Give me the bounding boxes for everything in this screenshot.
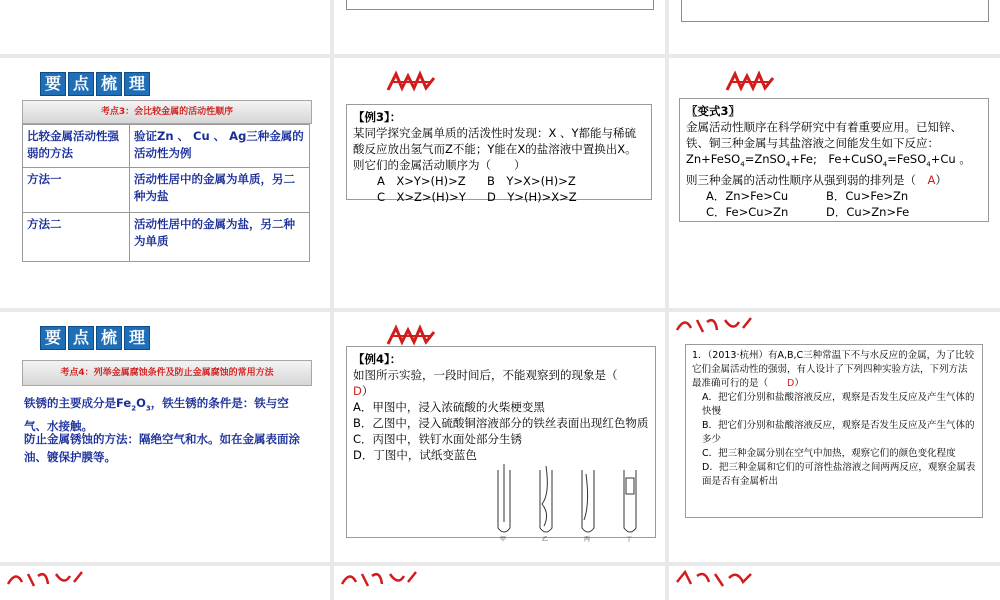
slide-exam-question xyxy=(669,312,1000,562)
subscript: 3 xyxy=(145,404,151,413)
example-label: 【例4】： xyxy=(353,352,402,366)
classroom-test-logo-icon xyxy=(673,568,755,590)
decorative-logo-icon xyxy=(725,70,775,92)
subscript: 4 xyxy=(785,160,791,169)
equation-text xyxy=(686,151,982,188)
option-b: B．Cu>Fe>Zn xyxy=(826,189,909,204)
options-row xyxy=(686,204,982,220)
question-text: 金属活动性顺序在科学研究中有着重要应用。已知锌、铁、铜三种金属与其盐溶液之间能发生如下反应： xyxy=(686,120,962,150)
decorative-logo-icon xyxy=(386,70,436,92)
options-row xyxy=(353,173,645,189)
question-box xyxy=(679,98,989,222)
slide-top-right xyxy=(669,0,1000,54)
slide-bottom-left xyxy=(0,566,330,600)
subscript: 2 xyxy=(131,404,137,413)
question-box xyxy=(346,104,652,204)
slide-bottom-middle xyxy=(334,566,665,600)
key-points-heading xyxy=(40,72,150,96)
table-cell: 验证Zn 、 Cu 、 Ag三种金属的活动性为例 xyxy=(130,125,310,168)
option-a: A．把它们分别和盐酸溶液反应，观察是否发生反应及产生气体的快慢 xyxy=(702,392,975,417)
table-cell: 方法二 xyxy=(23,213,130,262)
figure-label-ding: 丁 xyxy=(626,536,633,542)
heading-badge: 理 xyxy=(124,72,150,96)
option-d: D．把三种金属和它们的可溶性盐溶液之间两两反应，观察金属表面是否有金属析出 xyxy=(702,462,976,487)
option-d: D．丁图中，试纸变蓝色 xyxy=(353,448,477,462)
equation-part: +Cu 。则三种金属的活动性顺序从强到弱的排列是（ xyxy=(686,152,971,188)
option-c: C．Fe>Cu>Zn xyxy=(706,205,789,220)
heading-badge: 理 xyxy=(124,326,150,350)
question-text xyxy=(692,349,976,391)
option-a: A．甲图中，浸入浓硫酸的火柴梗变黑 xyxy=(353,400,545,414)
decorative-logo-icon xyxy=(386,324,436,346)
example-label: 【例3】： xyxy=(353,110,402,124)
table-cell: 活动性居中的金属为单质，另二种为盐 xyxy=(130,168,310,213)
variant-label: 〖变式3〗 xyxy=(686,104,741,118)
heading-badge: 梳 xyxy=(96,326,122,350)
slide-example-4 xyxy=(334,312,665,562)
content-frame xyxy=(346,0,654,10)
heading-badge: 要 xyxy=(40,326,66,350)
option-a: A．Zn>Fe>Cu xyxy=(706,189,789,204)
option-c: C．把三种金属分别在空气中加热，观察它们的颜色变化程度 xyxy=(702,448,956,459)
slide-key-point-3 xyxy=(0,58,330,308)
table-row xyxy=(23,168,310,213)
slide-top-left xyxy=(0,0,330,54)
equation-part: Zn+FeSO xyxy=(686,152,741,166)
text-part: ） xyxy=(361,384,374,398)
table-row xyxy=(23,125,310,168)
option-c: C．丙图中，铁钉水面处部分生锈 xyxy=(353,432,523,446)
answer-mark: A xyxy=(927,173,936,188)
slide-example-3 xyxy=(334,58,665,308)
question-text xyxy=(353,367,649,399)
figure-label-yi: 乙 xyxy=(542,536,549,542)
options-row xyxy=(353,189,645,205)
equation-part: ） xyxy=(935,173,947,188)
option-d: D Y>(H)>X>Z xyxy=(487,190,577,204)
slide-variant-3 xyxy=(669,58,1000,308)
subscript: 4 xyxy=(926,160,931,169)
subscript: 4 xyxy=(740,160,745,169)
rust-prevention-text: 防止金属锈蚀的方法：隔绝空气和水。如在金属表面涂油、镀保护膜等。 xyxy=(24,432,300,464)
key-points-heading xyxy=(40,326,150,350)
figure-label-bing: 丙 xyxy=(584,536,591,542)
exam-section-logo-icon xyxy=(4,568,86,590)
equation-part: =FeSO xyxy=(887,152,927,166)
option-b: B Y>X>(H)>Z xyxy=(487,174,576,188)
option-c: C X>Z>(H)>Y xyxy=(377,190,466,204)
question-box xyxy=(685,344,983,518)
heading-badge: 点 xyxy=(68,72,94,96)
table-cell: 活动性居中的金属为盐，另二种为单质 xyxy=(130,213,310,262)
option-a: A X>Y>(H)>Z xyxy=(377,174,466,188)
figure-label-jia: 甲 xyxy=(500,536,507,542)
slide-bottom-right xyxy=(669,566,1000,600)
topic-title: 考点3：会比较金属的活动性顺序 xyxy=(22,100,312,124)
text-part: O xyxy=(136,396,146,410)
options-row xyxy=(686,188,982,204)
text-part: 铁锈的主要成分是Fe xyxy=(24,396,132,410)
topic-title: 考点4：列举金属腐蚀条件及防止金属腐蚀的常用方法 xyxy=(22,360,312,386)
method-table xyxy=(22,124,310,262)
heading-badge: 要 xyxy=(40,72,66,96)
text-part: ，铁生锈的条件是：铁与空气、水接触。 xyxy=(24,396,289,434)
option-b: B．乙图中，浸入硫酸铜溶液部分的铁丝表面出现红色物质 xyxy=(353,416,649,430)
heading-badge: 梳 xyxy=(96,72,122,96)
heading-badge: 点 xyxy=(68,326,94,350)
option-d: D．Cu>Zn>Fe xyxy=(826,205,910,220)
content-frame xyxy=(681,0,989,22)
text-part: 如图所示实验，一段时间后，不能观察到的现象是（ xyxy=(353,368,629,382)
answer-mark: D xyxy=(787,378,795,389)
table-cell: 方法一 xyxy=(23,168,130,213)
exam-section-logo-icon xyxy=(673,314,755,336)
table-row xyxy=(23,213,310,262)
slide-top-middle xyxy=(334,0,665,54)
text-part: 1．（2013·杭州）有A,B,C三种常温下不与水反应的金属，为了比较它们金属活动性的强弱，有人设计了下列四种实验方法，下列方法最准确可行的是（ xyxy=(692,350,975,389)
exam-section-logo-icon xyxy=(338,568,420,590)
test-tube-figure xyxy=(484,464,654,542)
table-cell: 比较金属活动性强弱的方法 xyxy=(23,125,130,168)
slide-key-point-4 xyxy=(0,312,330,562)
question-text: 某同学探究金属单质的活泼性时发现：X 、Y都能与稀硫酸反应放出氢气而Z不能；Y能在X的盐溶液中置换出X。则它们的金属活动顺序为（ ） xyxy=(353,126,637,172)
equation-part: +Fe; Fe+CuSO xyxy=(790,152,883,166)
subscript: 4 xyxy=(882,160,888,169)
option-b: B．把它们分别和盐酸溶液反应，观察是否发生反应及产生气体的多少 xyxy=(702,420,975,445)
equation-part: =ZnSO xyxy=(744,152,786,166)
answer-mark: D xyxy=(353,384,362,398)
text-part: ） xyxy=(794,378,804,389)
